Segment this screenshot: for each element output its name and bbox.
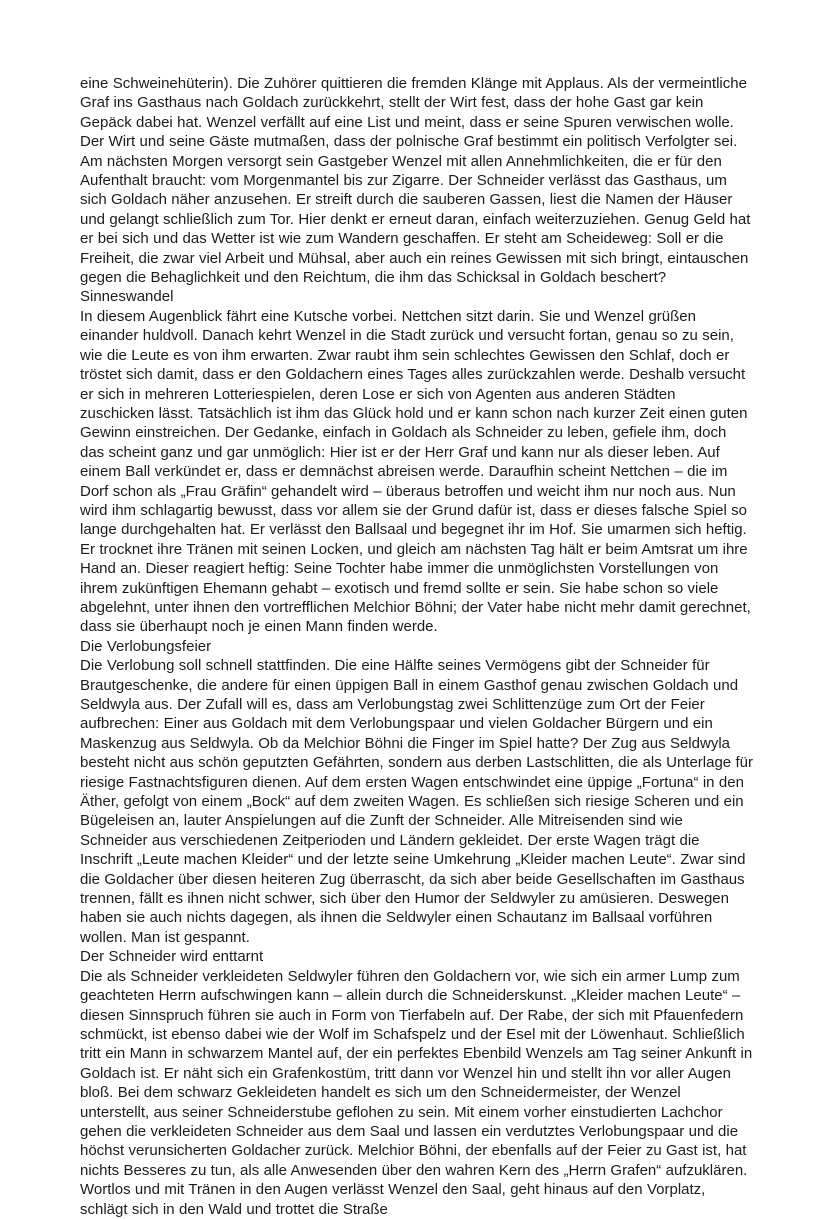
body-paragraph: eine Schweinehüterin). Die Zuhörer quittieren die fremden Klänge mit Applaus. Als der vermeintliche Graf ins Gasthaus nach Goldach zurückkehrt, stellt der Wirt fest, dass der hohe Gast gar kein Gepäck dabei hat. Wenzel verfällt auf eine List und meint, dass er seine Spuren verwischen wolle. Der Wirt und seine Gäste mutmaßen, dass der polnische Graf bestimmt ein politisch Verfolgter sei. Am nächsten Morgen versorgt sein Gastgeber Wenzel mit allen Annehmlichkeiten, die er für den Aufenthalt braucht: vom Morgenmantel bis zur Zigarre. Der Schneider verlässt das Gasthaus, um sich Goldach näher anzusehen. Er streift durch die sauberen Gassen, liest die Namen der Häuser und gelangt schließlich zum Tor. Hier denkt er erneut daran, einfach weiterzuziehen. Genug Geld hat er bei sich und das Wetter ist wie zum Wandern geschaffen. Er steht am Scheideweg: Soll er die Freiheit, die zwar viel Arbeit und Mühsal, aber auch ein reines Gewissen mit sich bringt, eintauschen gegen die Behaglichkeit und den Reichtum, die ihm das Schicksal in Goldach beschert? xyxy=(80,75,755,287)
section-heading: Der Schneider wird enttarnt xyxy=(80,948,264,966)
body-paragraph: In diesem Augenblick fährt eine Kutsche vorbei. Nettchen sitzt darin. Sie und Wenzel grüßen einander huldvoll. Danach kehrt Wenzel in die Stadt zurück und versucht fortan, genau so zu sein, wie die Leute es von ihm erwarten. Zwar raubt ihm sein schlechtes Gewissen den Schlaf, doch er tröstet sich damit, dass er den Goldachern eines Tages alles zurückzahlen werde. Deshalb versucht er sich in mehreren Lotteriespielen, deren Lose er sich von Agenten aus anderen Städten zuschicken lässt. Tatsächlich ist ihm das Glück hold und er kann schon nach kurzer Zeit einen guten Gewinn einstreichen. Der Gedanke, einfach in Goldach als Schneider zu leben, gefiele ihm, doch das scheint ganz und gar unmöglich: Hier ist er der Herr Graf und kann nur als dieser leben. Auf einem Ball verkündet er, dass er demnächst abreisen werde. Daraufhin scheint Nettchen – die im Dorf schon als „Frau Gräfin“ gehandelt wird – überaus betroffen und weicht ihm nur noch aus. Nun wird ihm schlagartig bewusst, dass vor allem sie der Grund dafür ist, dass er dieses falsche Spiel so lange durchgehalten hat. Er verlässt den Ballsaal und begegnet ihr im Hof. Sie umarmen sich heftig. Er trocknet ihre Tränen mit seinen Locken, und gleich am nächsten Tag hält er beim Amtsrat um ihre Hand an. Dieser reagiert heftig: Seine Tochter habe immer die unmöglichsten Vorstellungen von ihrem zukünftigen Ehemann gehabt – exotisch und fremd sollte er sein. Sie habe schon so viele abgelehnt, unter ihnen den vortrefflichen Melchior Böhni; der Vater habe nicht mehr damit gerechnet, dass sie überhaupt noch je einen Mann finden werde. xyxy=(80,307,756,636)
body-paragraph: Die als Schneider verkleideten Seldwyler führen den Goldachern vor, wie sich ein armer Lump zum geachteten Herrn aufschwingen kann – allein durch die Schneiderskunst. „Kleider machen Leute“ – diesen Sinnspruch führen sie auch in Form von Tierfabeln auf. Der Rabe, der sich mit Pfauenfedern schmückt, ist ebenso dabei wie der Wolf im Schafspelz und der Esel mit der Löwenhaut. Schließlich tritt ein Mann in schwarzem Mantel auf, der ein perfektes Ebenbild Wenzels am Tag seiner Ankunft in Goldach ist. Er näht sich ein Grafenkostüm, tritt dann vor Wenzel hin und stellt ihn vor aller Augen bloß. Bei dem schwarz Gekleideten handelt es sich um den Schneidermeister, der Wenzel unterstellt, aus seiner Schneiderstube geflohen zu sein. Mit einem vorher einstudierten Lachchor gehen die verkleideten Schneider aus dem Saal und lassen ein verdutztes Verlobungspaar und die höchst verunsicherten Goldacher zurück. Melchior Böhni, der ebenfalls auf der Feier zu Gast ist, hat nichts Besseres zu tun, als alle Anwesenden über den wahren Kern des „Herrn Grafen“ aufzuklären. Wortlos und mit Tränen in den Augen verlässt Wenzel den Saal, geht hinaus auf den Vorplatz, schlägt sich in den Wald und trottet die Straße xyxy=(80,967,757,1218)
section-heading: Die Verlobungsfeier xyxy=(80,637,212,655)
body-paragraph: Die Verlobung soll schnell stattfinden. Die eine Hälfte seines Vermögens gibt der Schneider für Brautgeschenke, die andere für einen üppigen Ball in einem Gasthof genau zwischen Goldach und Seldwyla aus. Der Zufall will es, dass am Verlobungstag zwei Schlittenzüge zum Ort der Feier aufbrechen: Einer aus Goldach mit dem Verlobungspaar und vielen Goldacher Bürgern und ein Maskenzug aus Seldwyla. Ob da Melchior Böhni die Finger im Spiel hatte? Der Zug aus Seldwyla besteht nicht aus schön geputzten Gefährten, sondern aus derben Lastschlitten, die als Unterlage für riesige Fastnachtsfiguren dienen. Auf dem ersten Wagen entschwindet eine üppige „Fortuna“ in den Äther, gefolgt von einem „Bock“ auf dem zweiten Wagen. Es schließen sich riesige Scheren und ein Bügeleisen an, lauter Anspielungen auf die Zunft der Schneider. Alle Mitreisenden sind wie Schneider aus verschiedenen Zeitperioden und Ländern gekleidet. Der erste Wagen trägt die Inschrift „Leute machen Kleider“ und der letzte seine Umkehrung „Kleider machen Leute“. Zwar sind die Goldacher über diesen heiteren Zug überrascht, da sich aber beide Gesellschaften im Gasthaus trennen, fällt es ihnen nicht schwer, sich über den Humor der Seldwyler zu amüsieren. Deswegen haben sie auch nichts dagegen, als ihnen die Seldwyler einen Schautanz im Ballsaal vorführen wollen. Man ist gespannt. xyxy=(80,657,758,946)
document-content xyxy=(80,74,758,1219)
section-heading: Sinneswandel xyxy=(80,288,174,306)
